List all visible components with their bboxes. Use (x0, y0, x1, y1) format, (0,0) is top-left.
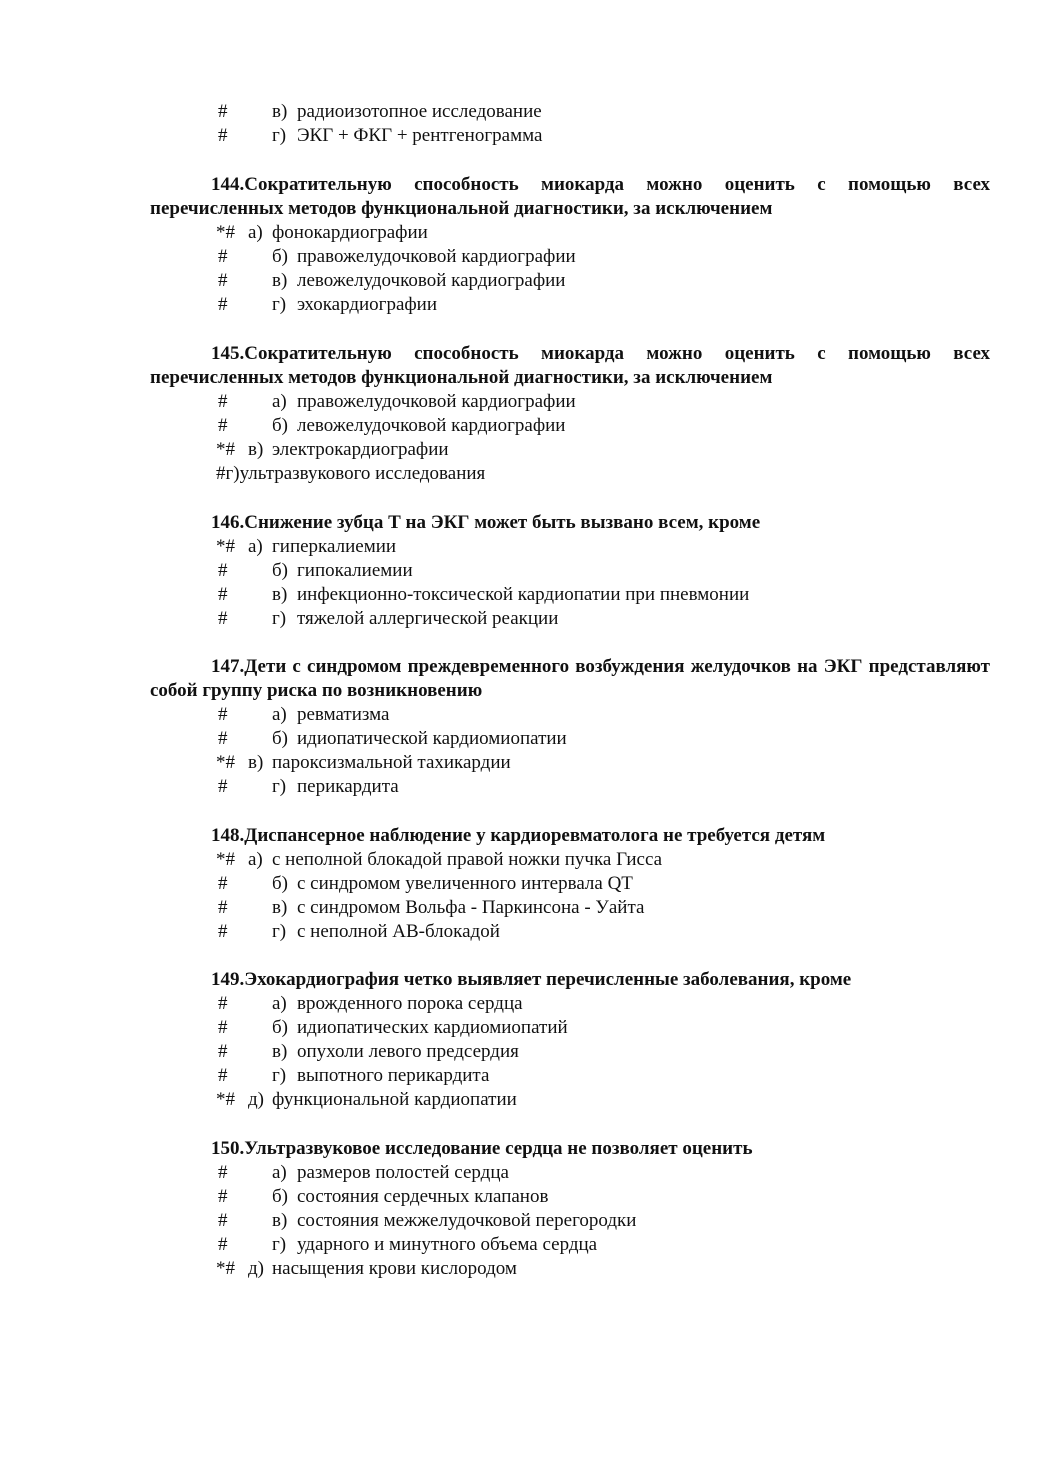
answer-letter: б) (272, 873, 288, 895)
answer-letter: а) (272, 704, 287, 725)
answer-letter: а) (248, 222, 263, 243)
answer-mark: # (218, 101, 228, 122)
answer-text: электрокардиографии (272, 439, 449, 461)
answer-letter: б) (272, 1186, 288, 1208)
answer-text: радиоизотопное исследование (297, 101, 542, 122)
correct-answer-mark: *# (216, 536, 235, 557)
answer-letter: д) (248, 1089, 264, 1111)
answer-text: гиперкалиемии (272, 536, 397, 557)
answer-mark: # (218, 1017, 228, 1039)
answer-letter: б) (272, 246, 288, 268)
answer-letter: б) (272, 728, 288, 750)
answer-mark: # (218, 1186, 228, 1208)
answer-mark: # (218, 993, 228, 1014)
answer-text: пароксизмальной тахикардии (272, 752, 511, 774)
answer-text: врожденного порока сердца (297, 993, 523, 1014)
answer-text: размеров полостей сердца (297, 1162, 509, 1183)
answer-text: фонокардиографии (272, 222, 428, 243)
question-149-title: 149.Эхокардиография четко выявляет перечисленные заболевания, кроме (211, 969, 852, 990)
answer-mark: # (218, 1065, 228, 1087)
answer-mark: # (218, 728, 228, 750)
answer-text: выпотного перикардита (297, 1065, 490, 1087)
answer-text: с синдромом увеличенного интервала QT (297, 873, 633, 895)
answer-text: с неполной блокадой правой ножки пучка Гисса (272, 849, 663, 870)
answer-mark: # (218, 391, 228, 412)
answer-letter: б) (272, 560, 288, 582)
answer-mark: # (218, 584, 228, 606)
answer-mark: # (218, 246, 228, 268)
answer-letter: г) (272, 921, 287, 943)
answer-letter: в) (272, 1041, 288, 1063)
correct-answer-mark: *# (216, 439, 235, 461)
answer-text: идиопатической кардиомиопатии (297, 728, 567, 750)
answer-text: идиопатических кардиомиопатий (297, 1017, 568, 1039)
answer-text: функциональной кардиопатии (272, 1089, 517, 1111)
answer-mark: # (218, 125, 228, 147)
question-144-title: 144.Сократительную способность миокарда можно оценить с помощью всех перечисленных методов функциональной диагностики, за исключением (150, 174, 990, 220)
answer-letter: б) (272, 415, 288, 437)
correct-answer-mark: *# (216, 849, 235, 870)
question-145-title: 145.Сократительную способность миокарда можно оценить с помощью всех перечисленных методов функциональной диагностики, за исключением (150, 343, 990, 389)
answer-mark: # (218, 897, 228, 919)
answer-text: ударного и минутного объема сердца (297, 1234, 598, 1256)
answer-mark: # (218, 873, 228, 895)
answer-text: с неполной АВ-блокадой (297, 921, 500, 943)
answer-letter: г) (272, 608, 287, 630)
correct-answer-mark: *# (216, 1089, 235, 1111)
answer-mark: # (218, 1234, 228, 1256)
answer-letter: в) (272, 897, 288, 919)
answer-text: правожелудочковой кардиографии (297, 246, 576, 268)
answer-text: ЭКГ + ФКГ + рентгенограмма (297, 125, 543, 147)
correct-answer-mark: *# (216, 222, 235, 243)
answer-mark: # (218, 560, 228, 582)
answer-text: насыщения крови кислородом (272, 1258, 517, 1280)
question-147-title: 147.Дети с синдромом преждевременного возбуждения желудочков на ЭКГ представляют собой группу риска по возникновению (150, 656, 990, 702)
answer-text: эхокардиографии (297, 294, 438, 316)
answer-letter: а) (272, 391, 287, 412)
answer-letter: в) (248, 439, 264, 461)
answer-letter: в) (272, 584, 288, 606)
answer-mark: # (218, 1041, 228, 1063)
answer-text: гипокалиемии (297, 560, 413, 582)
question-150-title: 150.Ультразвуковое исследование сердца не позволяет оценить (211, 1138, 753, 1159)
answer-text: с синдромом Вольфа - Паркинсона - Уайта (297, 897, 645, 919)
answer-text: правожелудочковой кардиографии (297, 391, 576, 412)
answer-letter: в) (272, 101, 288, 122)
answer-mark: # (218, 294, 228, 316)
answer-text: левожелудочковой кардиографии (297, 415, 566, 437)
answer-letter: а) (248, 849, 263, 870)
answer-letter: в) (248, 752, 264, 774)
answer-letter: г) (272, 125, 287, 147)
answer-letter: д) (248, 1258, 264, 1280)
answer-text: тяжелой аллергической реакции (297, 608, 559, 630)
answer-mark: # (218, 608, 228, 630)
answer-letter: а) (272, 1162, 287, 1183)
answer-text: состояния сердечных клапанов (297, 1186, 549, 1208)
question-145-option-g: #г)ультразвукового исследования (216, 463, 486, 484)
correct-answer-mark: *# (216, 1258, 235, 1280)
answer-mark: # (218, 1210, 228, 1232)
answer-text: ревматизма (297, 704, 390, 725)
answer-letter: г) (272, 1065, 287, 1087)
answer-letter: б) (272, 1017, 288, 1039)
answer-text: состояния межжелудочковой перегородки (297, 1210, 637, 1232)
question-148-title: 148.Диспансерное наблюдение у кардиоревматолога не требуется детям (211, 825, 826, 846)
answer-mark: # (218, 415, 228, 437)
answer-mark: # (218, 776, 228, 798)
question-146-title: 146.Снижение зубца Т на ЭКГ может быть вызвано всем, кроме (211, 512, 761, 533)
answer-text: инфекционно-токсической кардиопатии при пневмонии (297, 584, 750, 606)
answer-text: опухоли левого предсердия (297, 1041, 519, 1063)
answer-mark: # (218, 1162, 228, 1183)
answer-mark: # (218, 704, 228, 725)
answer-letter: в) (272, 1210, 288, 1232)
answer-letter: в) (272, 270, 288, 292)
answer-mark: # (218, 921, 228, 943)
answer-letter: а) (272, 993, 287, 1014)
answer-letter: г) (272, 1234, 287, 1256)
answer-letter: а) (248, 536, 263, 557)
answer-text: перикардита (297, 776, 399, 798)
correct-answer-mark: *# (216, 752, 235, 774)
answer-letter: г) (272, 294, 287, 316)
answer-letter: г) (272, 776, 287, 798)
answer-mark: # (218, 270, 228, 292)
answer-text: левожелудочковой кардиографии (297, 270, 566, 292)
